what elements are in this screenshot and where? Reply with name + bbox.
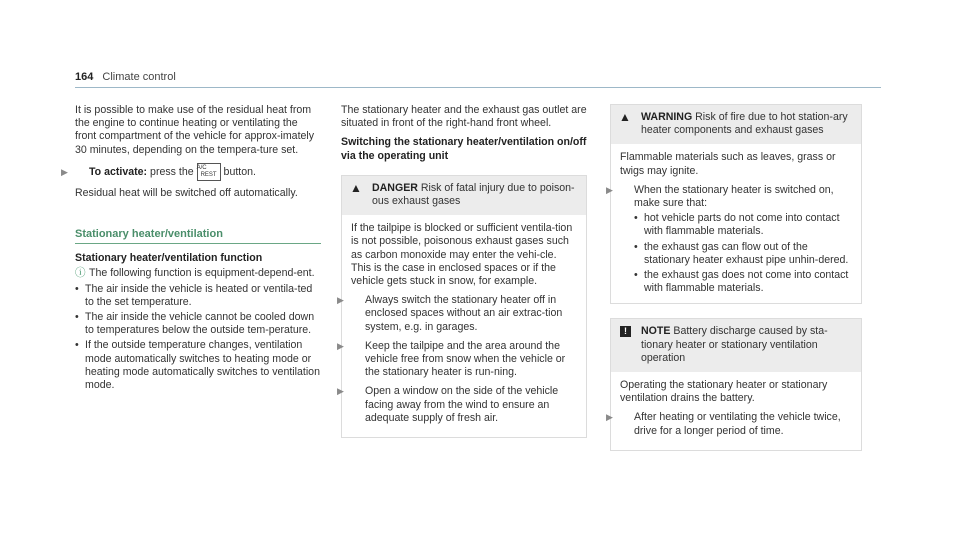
switching-heading: Switching the stationary heater/ventilation on/off via the operating unit	[341, 136, 587, 162]
arrow-icon: ▶	[61, 166, 68, 177]
note-text: The following function is equipment-depend-ent.	[89, 267, 315, 280]
danger-header	[342, 176, 586, 215]
danger-body	[337, 215, 586, 437]
page-number: 164	[75, 71, 94, 83]
button-top-text: A/C	[196, 164, 207, 171]
warning-box	[606, 104, 862, 304]
list-item: • The air inside the vehicle is heated or ventila-ted to the set temperature.	[75, 283, 321, 309]
info-icon: ⓘ	[75, 267, 86, 280]
arrow-icon: ▶	[337, 295, 344, 306]
notice-box	[606, 318, 862, 450]
warning-triangle-icon: ▲	[350, 180, 362, 195]
activate-step	[61, 163, 321, 181]
arrow-icon: ▶	[337, 386, 344, 397]
warning-bullets	[634, 212, 852, 295]
notice-icon: !	[620, 326, 631, 337]
section-title: Climate control	[102, 71, 176, 83]
residual-off-text: Residual heat will be switched off automatically.	[75, 186, 298, 199]
column-1	[61, 104, 321, 394]
arrow-icon: ▶	[337, 340, 344, 351]
ac-rest-button-icon	[197, 163, 221, 181]
function-bullets	[75, 283, 321, 393]
step-text: Keep the tailpipe and the area around the vehicle free from snow when the vehicle or the stationary heater is run-ning.	[365, 339, 566, 379]
list-item: • The air inside the vehicle cannot be cooled down to temperatures below the outside tem-perature.	[75, 311, 321, 337]
warning-label: WARNING	[641, 111, 693, 123]
activate-label: To activate:	[89, 165, 148, 178]
danger-step	[337, 339, 577, 380]
sub-heading: Stationary heater/ventilation function	[75, 252, 263, 265]
button-bottom-text: REST	[200, 171, 217, 178]
warning-header	[611, 105, 861, 144]
notice-body	[606, 372, 861, 450]
list-item: • the exhaust gas does not come into contact with flammable materials.	[634, 269, 852, 295]
notice-text: Operating the stationary heater or stationary ventilation drains the battery.	[620, 379, 828, 405]
danger-text: If the tailpipe is blocked or sufficient ventila-tion is not possible, poisonous exhaust gases such as carbon monoxide may enter the vehi-cle. This is the case in enclosed spaces or if the vehicle gets stuck in snow, for example.	[351, 222, 573, 288]
outlet-paragraph: The stationary heater and the exhaust gas outlet are situated in front of the right-hand front wheel.	[341, 104, 587, 130]
danger-label: DANGER	[372, 181, 418, 194]
warning-step	[606, 183, 852, 210]
notice-header	[611, 319, 861, 372]
page-header	[75, 71, 176, 84]
danger-step	[337, 385, 577, 425]
warning-title: Risk of fire due to hot station-ary heater components and exhaust gases	[641, 111, 848, 137]
activate-post: button.	[223, 165, 256, 178]
step-text: When the stationary heater is switched on, make sure that:	[634, 183, 834, 210]
warning-triangle-icon: ▲	[619, 110, 631, 124]
step-text: After heating or ventilating the vehicle twice, drive for a longer period of time.	[634, 411, 841, 437]
arrow-icon: ▶	[606, 412, 613, 423]
list-item: • If the outside temperature changes, ventilation mode automatically switches to heating mode or heating mode automatically switches to ventilation mode.	[75, 339, 321, 392]
column-3	[606, 104, 862, 451]
list-item: • hot vehicle parts do not come into contact with flammable materials.	[634, 212, 852, 238]
step-text: Open a window on the side of the vehicle facing away from the wind to ensure an adequate supply of fresh air.	[365, 385, 559, 424]
danger-step	[337, 294, 577, 334]
activate-pre: press the	[150, 165, 194, 178]
notice-step	[606, 411, 852, 437]
step-text: Always switch the stationary heater off in enclosed spaces without an air extrac-tion system, e.g. in garages.	[365, 294, 563, 333]
intro-paragraph: It is possible to make use of the residual heat from the engine to continue heating or ventilating the front compartment of the vehicle for approx-imately 30 minutes, depending on the tempera-ture set.	[75, 104, 315, 156]
equipment-note	[75, 267, 321, 280]
list-item: • the exhaust gas can flow out of the stationary heater exhaust pipe unhin-dered.	[634, 241, 852, 267]
notice-label: NOTE	[641, 325, 671, 338]
section-heading: Stationary heater/ventilation	[75, 228, 321, 244]
arrow-icon: ▶	[606, 184, 613, 195]
danger-title: Risk of fatal injury due to poison-ous exhaust gases	[372, 181, 575, 208]
notice-title: Battery discharge caused by sta-tionary heater or stationary ventilation operation	[641, 325, 828, 364]
header-rule	[75, 87, 881, 88]
column-2	[337, 104, 587, 438]
danger-box	[337, 175, 587, 438]
warning-text: Flammable materials such as leaves, grass or twigs may ignite.	[620, 151, 836, 177]
warning-body	[606, 144, 861, 303]
